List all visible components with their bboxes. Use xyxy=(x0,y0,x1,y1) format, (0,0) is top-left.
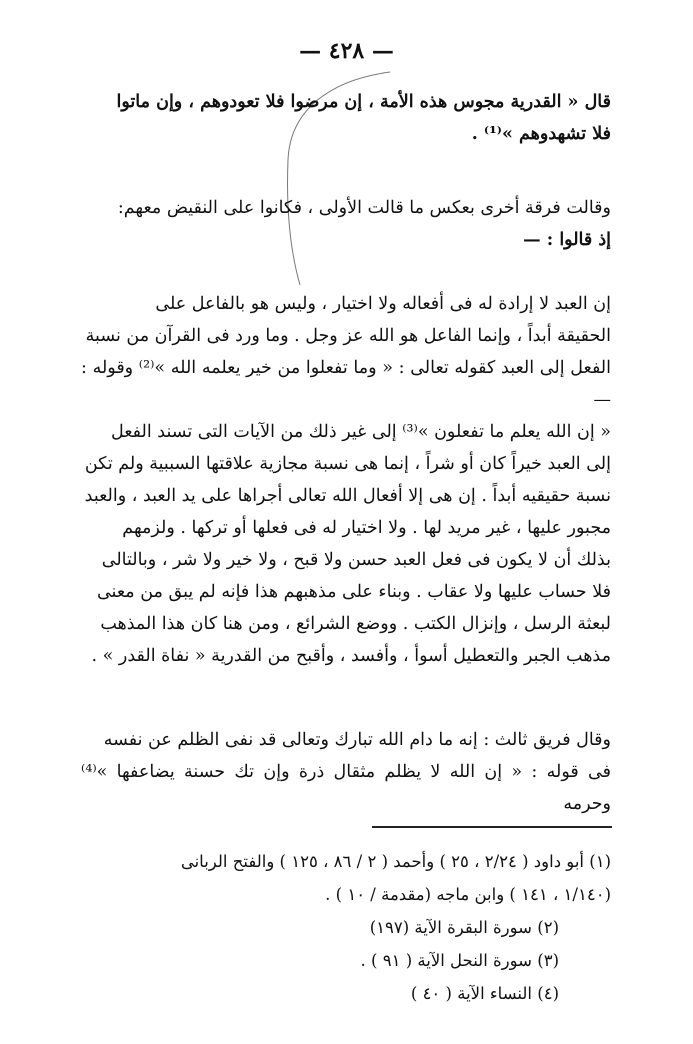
footnote-4: (٤) النساء الآية ( ٤٠ ) xyxy=(410,984,559,1003)
text-line: وقالت فرقة أخرى بعكس ما قالت الأولى ، فكانوا على النقيض معهم: xyxy=(117,198,611,218)
text-line: الفعل إلى العبد كقوله تعالى : « وما تفعلوا من خير يعلمه الله »⁽²⁾ وقوله : — xyxy=(81,358,611,410)
text-line: فلا حساب عليها ولا عقاب . وبناء على مذهبهم هذا فإنه لم يبق من معنى xyxy=(96,582,611,602)
text-line: وقال فريق ثالث : إنه ما دام الله تبارك وتعالى قد نفى الظلم عن نفسه xyxy=(103,730,611,750)
text-line: الحقيقة أبداً ، وإنما الفاعل هو الله عز وجل . وما ورد فى القرآن من نسبة xyxy=(85,326,611,346)
text-line: مذهب الجبر والتعطيل أسوأ ، وأفسد ، وأقبح من القدرية « نفاة القدر » . xyxy=(91,646,611,666)
text-line: إذ قالوا : — xyxy=(523,230,611,250)
text-line: « إن الله يعلم ما تفعلون »⁽³⁾ إلى غير ذلك من الآيات التى تسند الفعل xyxy=(110,422,611,442)
paragraph-second-sect xyxy=(81,192,611,256)
footnote-3: (٣) سورة النحل الآية ( ٩١ ) . xyxy=(360,951,559,970)
paragraph-jabriyya xyxy=(81,288,611,672)
paragraph-third-group xyxy=(81,724,611,820)
page-number: — ٤٢٨ — xyxy=(299,38,394,64)
footnote-1: (١) أبو داود ( ٢/٢٤ ، ٢٥ ) وأحمد ( ٢ / ٨٦ ، ١٢٥ ) والفتح الربانى xyxy=(180,852,611,871)
footnotes xyxy=(81,845,611,1010)
footnote-1-continued: (١/١٤٠ ، ١٤١ ) وابن ماجه (مقدمة / ١٠ ) . xyxy=(325,885,611,904)
text-line: مجبور عليها ، غير مريد لها . ولا اختيار له فى فعلها أو تركها . ولزمهم xyxy=(122,518,611,538)
paragraph-hadith-qadariyya xyxy=(81,86,611,150)
text-line: قال « القدرية مجوس هذه الأمة ، إن مرضوا فلا تعودوهم ، وإن ماتوا xyxy=(116,92,611,112)
text-line: نسبة حقيقيه أبداً . إن هى إلا أفعال الله تعالى أجراها على يد العبد ، والعبد xyxy=(84,486,611,506)
text-line: فلا تشهدوهم »⁽¹⁾ . xyxy=(471,124,611,144)
text-line: لبعثة الرسل ، وإنزال الكتب . ووضع الشرائع ، ومن هنا كان هذا المذهب xyxy=(100,614,611,634)
text-line: بذلك أن لا يكون فى فعل العبد حسن ولا قبح ، ولا خير ولا شر ، وبالتالى xyxy=(101,550,611,570)
footnote-divider xyxy=(372,826,612,828)
footnote-2: (٢) سورة البقرة الآية (١٩٧) xyxy=(369,918,559,937)
text-line: إلى العبد خيراً كان أو شراً ، إنما هى نسبة مجازية علاقتها السببية ولم تكن xyxy=(84,454,611,474)
text-line: فى قوله : « إن الله لا يظلم مثقال ذرة وإن تك حسنة يضاعفها »⁽⁴⁾ وحرمه xyxy=(81,762,611,814)
text-line: إن العبد لا إرادة له فى أفعاله ولا اختيار ، وليس هو بالفاعل على xyxy=(155,294,611,314)
